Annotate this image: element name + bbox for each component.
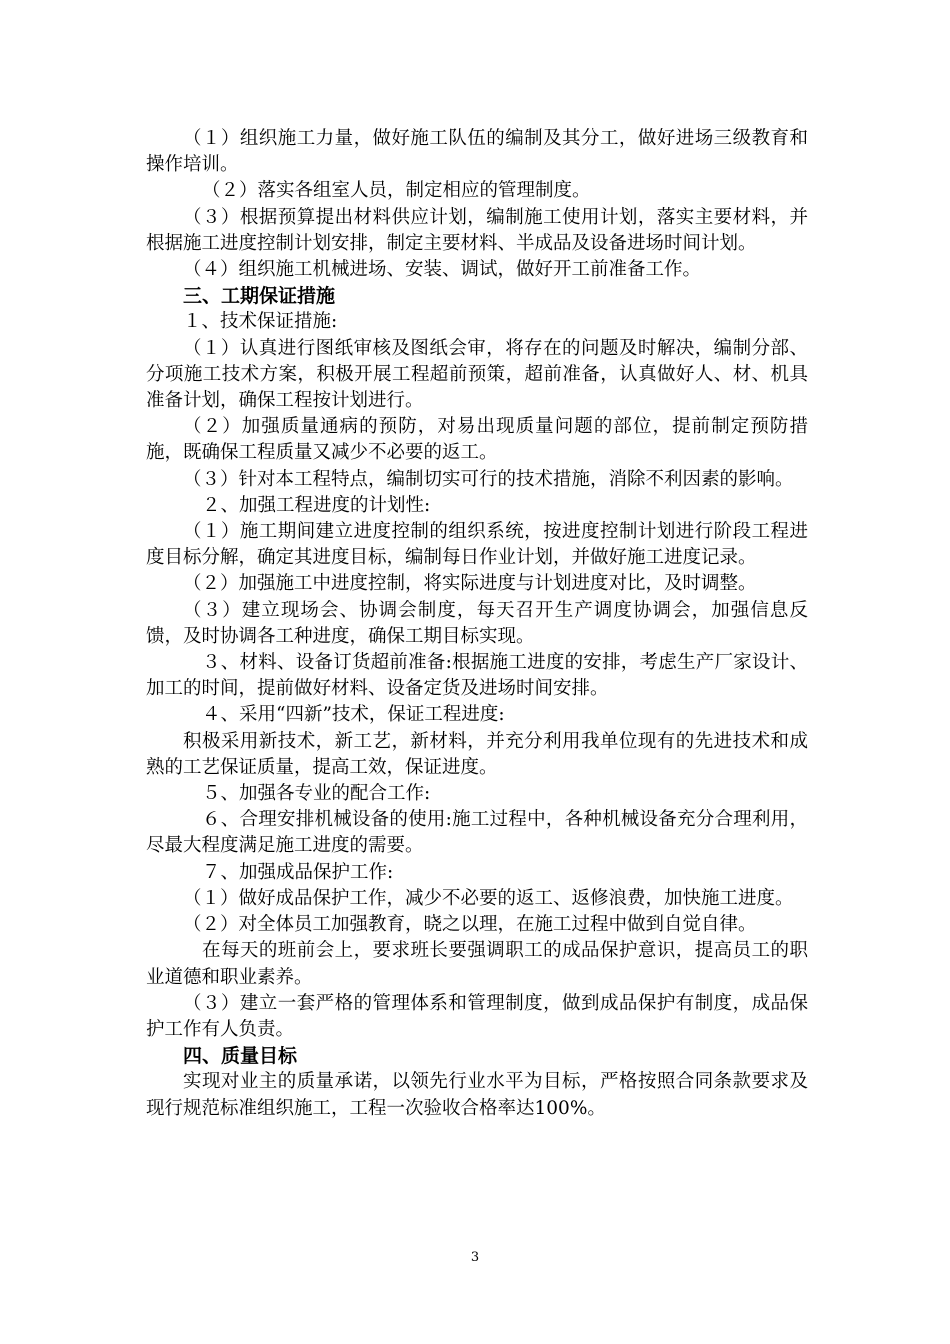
paragraph: （３）建立现场会、协调会制度，每天召开生产调度协调会，加强信息反馈，及时协调各工种进度，确保工期目标实现。 xyxy=(146,599,808,647)
paragraph: 实现对业主的质量承诺，以领先行业水平为目标，严格按照合同条款要求及现行规范标准组织施工，工程一次验收合格率达100%。 xyxy=(146,1071,808,1119)
paragraph: （３）根据预算提出材料供应计划，编制施工使用计划，落实主要材料，并根据施工进度控制计划安排，制定主要材料、半成品及设备进场时间计划。 xyxy=(146,206,808,254)
paragraph: （１）组织施工力量，做好施工队伍的编制及其分工，做好进场三级教育和操作培训。 xyxy=(146,128,808,176)
section-heading: 三、工期保证措施 xyxy=(183,285,336,308)
paragraph: 在每天的班前会上，要求班长要强调职工的成品保护意识，提高员工的职业道德和职业素养。 xyxy=(146,940,808,988)
paragraph: （３）针对本工程特点，编制切实可行的技术措施，消除不利因素的影响。 xyxy=(183,468,794,490)
page-number: 3 xyxy=(470,1250,480,1265)
paragraph: ４、采用“四新”技术，保证工程进度: xyxy=(202,704,505,726)
paragraph: ６、合理安排机械设备的使用:施工过程中，各种机械设备充分合理利用，尽最大程度满足施工进度的需要。 xyxy=(146,809,808,857)
paragraph: （１）做好成品保护工作，减少不必要的返工、返修浪费，加快施工进度。 xyxy=(183,887,794,909)
paragraph: １、技术保证措施: xyxy=(183,311,338,333)
paragraph: ３、材料、设备订货超前准备:根据施工进度的安排，考虑生产厂家设计、加工的时间，提前做好材料、设备定货及进场时间安排。 xyxy=(146,652,808,700)
paragraph: （１）施工期间建立进度控制的组织系统，按进度控制计划进行阶段工程进度目标分解，确定其进度目标，编制每日作业计划，并做好施工进度记录。 xyxy=(146,521,808,569)
paragraph: （３）建立一套严格的管理体系和管理制度，做到成品保护有制度，成品保护工作有人负责。 xyxy=(146,992,808,1040)
paragraph: （２）对全体员工加强教育，晓之以理，在施工过程中做到自觉自律。 xyxy=(183,914,757,936)
paragraph: （２）加强质量通病的预防，对易出现质量问题的部位，提前制定预防措施，既确保工程质量又减少不必要的返工。 xyxy=(146,416,808,464)
paragraph: （１）认真进行图纸审核及图纸会审，将存在的问题及时解决，编制分部、分项施工技术方案，积极开展工程超前预策，超前准备，认真做好人、材、机具准备计划，确保工程按计划进行。 xyxy=(146,337,808,412)
section-heading: 四、质量目标 xyxy=(183,1045,298,1068)
paragraph: ７、加强成品保护工作: xyxy=(202,861,394,883)
paragraph: 积极采用新技术，新工艺，新材料，并充分利用我单位现有的先进技术和成熟的工艺保证质量，提高工效，保证进度。 xyxy=(146,730,808,778)
document-body xyxy=(146,126,808,1122)
paragraph: （４）组织施工机械进场、安装、调试，做好开工前准备工作。 xyxy=(183,259,702,281)
paragraph: ２、加强工程进度的计划性: xyxy=(202,494,431,516)
paragraph: ５、加强各专业的配合工作: xyxy=(202,783,431,805)
paragraph: （２）落实各组室人员，制定相应的管理制度。 xyxy=(202,180,591,202)
paragraph: （２）加强施工中进度控制，将实际进度与计划进度对比，及时调整。 xyxy=(183,573,757,595)
